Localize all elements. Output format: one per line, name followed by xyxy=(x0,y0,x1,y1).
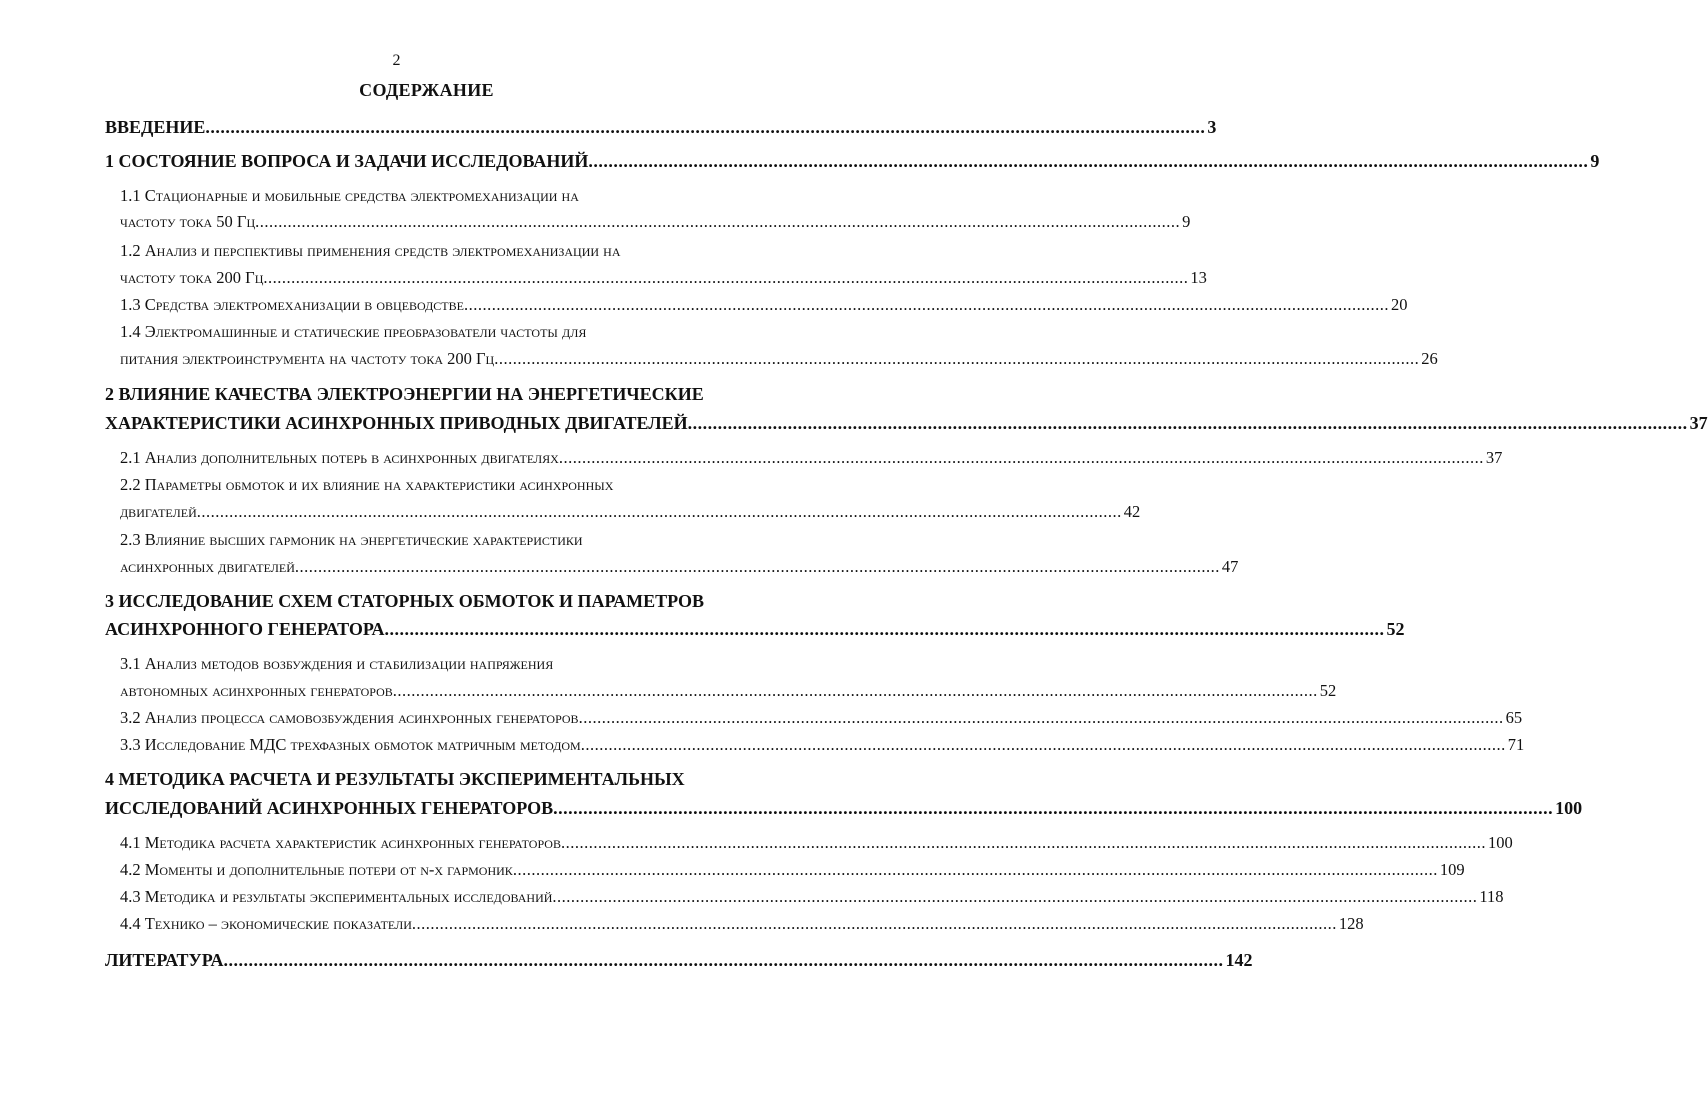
toc-page-number: 47 xyxy=(1221,557,1239,576)
toc-entry-label: ЛИТЕРАТУРА xyxy=(105,950,224,970)
toc-entry-label: частоту тока 200 Гц xyxy=(120,268,264,287)
toc-entry-label: ИССЛЕДОВАНИЙ АСИНХРОННЫХ ГЕНЕРАТОРОВ xyxy=(105,798,554,818)
leader-dots: ........................................................................................................................................................................................................ xyxy=(578,708,1504,727)
toc-entry-label: 4.4 Технико – экономические показатели xyxy=(120,914,412,933)
toc-entry-section-2-line1[interactable]: 2 ВЛИЯНИЕ КАЧЕСТВА ЭЛЕКТРОЭНЕРГИИ НА ЭНЕРГЕТИЧЕСКИЕ xyxy=(105,384,704,404)
leader-dots: ........................................................................................................................................................................................................ xyxy=(463,295,1389,314)
toc-entry-1-3[interactable] xyxy=(120,295,1408,315)
leader-dots: ........................................................................................................................................................................................................ xyxy=(512,860,1438,879)
toc-entry-section-2[interactable] xyxy=(105,413,1708,433)
leader-dots: ........................................................................................................................................................................................................ xyxy=(411,914,1337,933)
leader-dots: ........................................................................................................................................................................................................ xyxy=(558,448,1484,467)
toc-entry-intro[interactable] xyxy=(105,117,1217,137)
toc-entry-label: 4.1 Методика расчета характеристик асинхронных генераторов xyxy=(120,833,561,852)
toc-page-number: 9 xyxy=(1590,151,1600,171)
leader-dots: ........................................................................................................................................................................................................ xyxy=(687,413,1688,433)
toc-entry-2-1[interactable] xyxy=(120,448,1503,468)
leader-dots: ........................................................................................................................................................................................................ xyxy=(580,735,1506,754)
toc-page-number: 9 xyxy=(1182,212,1191,231)
toc-entry-3-1[interactable] xyxy=(120,681,1337,701)
toc-entry-label: 4.3 Методика и результаты экспериментальных исследований xyxy=(120,887,553,906)
toc-page-number: 37 xyxy=(1485,448,1503,467)
toc-page-number: 52 xyxy=(1319,681,1337,700)
leader-dots: ........................................................................................................................................................................................................ xyxy=(255,212,1181,231)
toc-page-number: 3 xyxy=(1207,117,1217,137)
toc-entry-3-3[interactable] xyxy=(120,735,1525,755)
toc-entry-section-1[interactable] xyxy=(105,151,1600,171)
toc-entry-label: 1.3 Средства электромеханизации в овцеводстве xyxy=(120,295,464,314)
leader-dots: ........................................................................................................................................................................................................ xyxy=(588,151,1589,171)
toc-page-number: 71 xyxy=(1507,735,1525,754)
toc-page-number: 100 xyxy=(1555,798,1583,818)
toc-entry-2-3-line1[interactable]: 2.3 Влияние высших гармоник на энергетические характеристики xyxy=(120,530,583,549)
toc-entry-4-1[interactable] xyxy=(120,833,1513,853)
page-number: 2 xyxy=(392,52,401,69)
toc-entry-section-4[interactable] xyxy=(105,798,1583,818)
toc-entry-1-1[interactable] xyxy=(120,212,1191,232)
toc-entry-label: АСИНХРОННОГО ГЕНЕРАТОРА xyxy=(105,619,385,639)
toc-entry-label: питания электроинструмента на частоту тока 200 Гц xyxy=(120,349,495,368)
toc-page-number: 26 xyxy=(1421,349,1438,368)
toc-entry-2-2[interactable] xyxy=(120,502,1141,522)
toc-entry-label: 3.2 Анализ процесса самовозбуждения асинхронных генераторов xyxy=(120,708,579,727)
toc-entry-label: 1 СОСТОЯНИЕ ВОПРОСА И ЗАДАЧИ ИССЛЕДОВАНИЙ xyxy=(105,151,589,171)
leader-dots: ........................................................................................................................................................................................................ xyxy=(392,681,1318,700)
toc-entry-3-1-line1[interactable]: 3.1 Анализ методов возбуждения и стабилизации напряжения xyxy=(120,654,554,673)
toc-entry-label: 4.2 Моменты и дополнительные потери от ν-х гармоник xyxy=(120,860,513,879)
toc-page-number: 118 xyxy=(1479,887,1504,906)
toc-entry-label: ВВЕДЕНИЕ xyxy=(105,117,206,137)
toc-entry-label: автономных асинхронных генераторов xyxy=(120,681,393,700)
toc-entry-3-2[interactable] xyxy=(120,708,1523,728)
toc-page-number: 128 xyxy=(1338,914,1364,933)
toc-entry-label: 2.1 Анализ дополнительных потерь в асинхронных двигателях xyxy=(120,448,559,467)
toc-entry-1-4[interactable] xyxy=(120,349,1438,369)
toc-entry-4-4[interactable] xyxy=(120,914,1364,934)
toc-entry-1-4-line1[interactable]: 1.4 Электромашинные и статические преобразователи частоты для xyxy=(120,322,587,341)
leader-dots: ........................................................................................................................................................................................................ xyxy=(384,619,1385,639)
toc-entry-4-3[interactable] xyxy=(120,887,1504,907)
toc-page-number: 142 xyxy=(1225,950,1253,970)
leader-dots: ........................................................................................................................................................................................................ xyxy=(196,502,1122,521)
toc-entry-label: ХАРАКТЕРИСТИКИ АСИНХРОННЫХ ПРИВОДНЫХ ДВИГАТЕЛЕЙ xyxy=(105,413,688,433)
toc-page-number: 52 xyxy=(1386,619,1405,639)
toc-entry-label: 3.3 Исследование МДС трехфазных обмоток матричным методом xyxy=(120,735,581,754)
toc-page-number: 20 xyxy=(1390,295,1408,314)
toc-entry-label: двигателей xyxy=(120,502,197,521)
toc-entry-section-4-line1[interactable]: 4 МЕТОДИКА РАСЧЕТА И РЕЗУЛЬТАТЫ ЭКСПЕРИМЕНТАЛЬНЫХ xyxy=(105,769,685,789)
page-title: СОДЕРЖАНИЕ xyxy=(359,80,494,100)
toc-page-number: 42 xyxy=(1123,502,1141,521)
leader-dots: ........................................................................................................................................................................................................ xyxy=(552,887,1478,906)
toc-entry-section-3-line1[interactable]: 3 ИССЛЕДОВАНИЕ СХЕМ СТАТОРНЫХ ОБМОТОК И ПАРАМЕТРОВ xyxy=(105,591,705,611)
leader-dots: ........................................................................................................................................................................................................ xyxy=(263,268,1189,287)
leader-dots: ........................................................................................................................................................................................................ xyxy=(294,557,1220,576)
leader-dots: ........................................................................................................................................................................................................ xyxy=(205,117,1206,137)
leader-dots: ........................................................................................................................................................................................................ xyxy=(494,349,1420,368)
toc-entry-literature[interactable] xyxy=(105,950,1253,970)
toc-entry-2-2-line1[interactable]: 2.2 Параметры обмоток и их влияние на характеристики асинхронных xyxy=(120,475,614,494)
toc-page-number: 109 xyxy=(1439,860,1465,879)
toc-page-number: 37 xyxy=(1689,413,1708,433)
toc-entry-4-2[interactable] xyxy=(120,860,1465,880)
toc-page-number: 65 xyxy=(1505,708,1523,727)
toc-page-number: 13 xyxy=(1190,268,1207,287)
toc-entry-1-1-line1[interactable]: 1.1 Стационарные и мобильные средства электромеханизации на xyxy=(120,186,579,205)
leader-dots: ........................................................................................................................................................................................................ xyxy=(223,950,1224,970)
leader-dots: ........................................................................................................................................................................................................ xyxy=(553,798,1554,818)
toc-entry-label: асинхронных двигателей xyxy=(120,557,295,576)
toc-page-number: 100 xyxy=(1487,833,1513,852)
toc-entry-2-3[interactable] xyxy=(120,557,1239,577)
toc-entry-label: частоту тока 50 Гц xyxy=(120,212,256,231)
leader-dots: ........................................................................................................................................................................................................ xyxy=(560,833,1486,852)
toc-entry-1-2[interactable] xyxy=(120,268,1207,288)
toc-entry-1-2-line1[interactable]: 1.2 Анализ и перспективы применения средств электромеханизации на xyxy=(120,241,621,260)
toc-entry-section-3[interactable] xyxy=(105,619,1405,639)
